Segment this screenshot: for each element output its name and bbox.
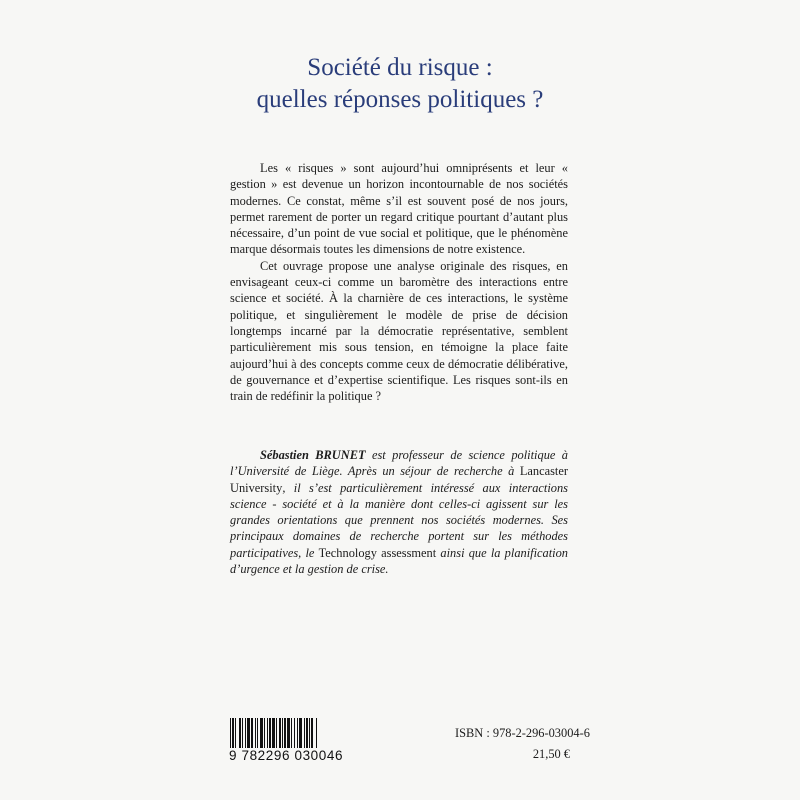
author-bio (230, 447, 568, 577)
barcode-bars-icon (228, 718, 368, 750)
title-line-2: quelles réponses politiques ? (256, 86, 544, 113)
description-paragraph-1: Les « risques » sont aujourd’hui omniprésents et leur « gestion » est devenue un horizon incontournable de nos sociétés modernes. Ce constat, même s’il est souvent posé de nos jours, permet rarement de porter un regard critique pourtant d’autant plus nécessaire, d’un point de vue social et politique, que le phénomène marque désormais toutes les dimensions de notre existence. (230, 161, 568, 257)
price: 21,50 € (532, 747, 570, 761)
description-paragraph-2: Cet ouvrage propose une analyse originale des risques, en envisageant ceux-ci comme un baromètre des interactions entre science et société. À la charnière de ces interactions, le système politique, et singulièrement le modèle de prise de décision longtemps incarné par la démocratie représentative, semblent particulièrement mis sous tension, en témoigne la place faite aujourd’hui à des concepts comme ceux de démocratie délibérative, de gouvernance et d’expertise scientifique. Les risques sont-ils en train de redéfinir la politique ? (230, 258, 568, 404)
bio-term: Technology assessment (318, 545, 437, 560)
book-description (230, 160, 568, 404)
isbn: ISBN : 978-2-296-03004-6 (455, 726, 590, 740)
bio-text-3: ainsi que la planification d’urgence et la gestion de crise. (230, 545, 569, 577)
book-title (200, 52, 600, 116)
author-name: Sébastien BRUNET (260, 448, 366, 462)
bio-place: Lancaster University (230, 464, 568, 495)
bio-paragraph (230, 447, 568, 577)
barcode-digits: 9 782296 030046 (229, 748, 344, 763)
bio-text-2: , il s’est particulièrement intéressé aux interactions science - société et à la manière dont celles-ci agissent sur les grandes orientations que prennent nos sociétés modernes. Ses principaux domaines de recherche portent sur les méthodes participatives, le (230, 480, 568, 560)
bio-text-1: est professeur de science politique à l’Université de Liège. Après un séjour de recherche à (230, 448, 568, 479)
title-line-1: Société du risque : (307, 54, 493, 81)
